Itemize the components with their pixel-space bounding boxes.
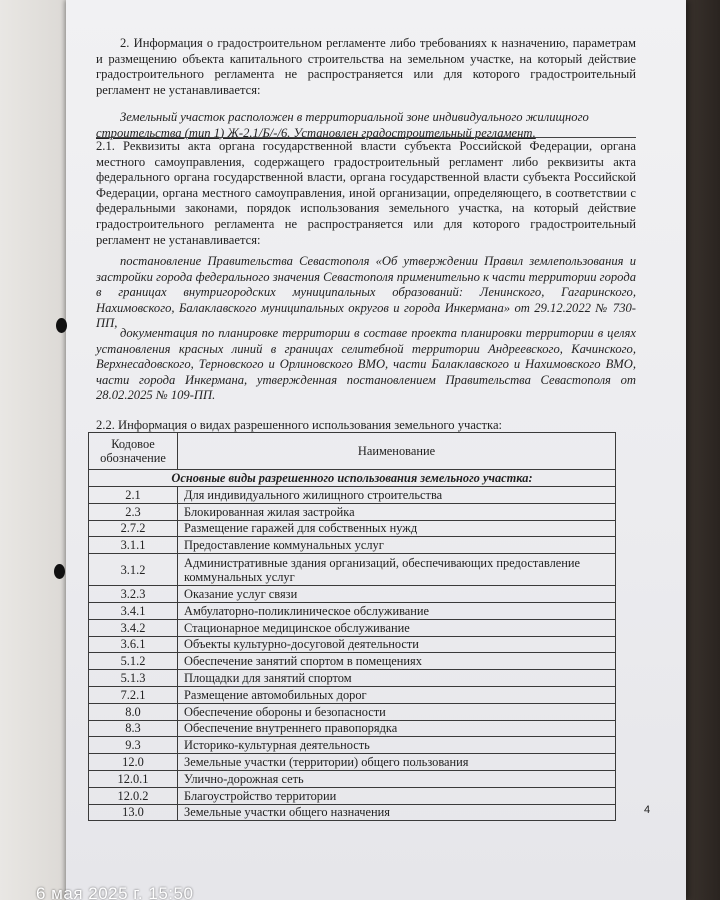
row-name: Административные здания организаций, обеспечивающих предоставление коммунальных услуг <box>178 554 616 586</box>
table-row <box>89 770 616 787</box>
table-row <box>89 653 616 670</box>
row-code: 12.0.1 <box>89 770 178 787</box>
row-name: Для индивидуального жилищного строительства <box>178 487 616 504</box>
header-code: Кодовое обозначение <box>89 433 178 470</box>
zone-line-1: Земельный участок расположен в территориальной зоне индивидуального жилищного <box>120 110 589 124</box>
row-name: Оказание услуг связи <box>178 586 616 603</box>
table-row <box>89 520 616 537</box>
table-row <box>89 586 616 603</box>
row-name: Стационарное медицинское обслуживание <box>178 619 616 636</box>
section-2-1-text: 2.1. Реквизиты акта органа государственной власти субъекта Российской Федерации, органа местного самоуправления, содержащего градостроительный регламент либо реквизиты акта федерального органа государственной власти, органа государственной власти субъекта Российской Федерации, органа местного самоуправления, иной организации, определяющего, в соответствии с федеральными законами, порядок использования земельного участка, на который действие градостроительного регламента не распространяется или для которого градостроительный регламент не устанавливается: <box>96 139 636 247</box>
table-row <box>89 602 616 619</box>
row-code: 7.2.1 <box>89 686 178 703</box>
permitted-uses-table <box>88 432 616 821</box>
zone-line-2: строительства (тип 1) Ж-2.1/Б/-/6. Установлен градостроительный регламент. <box>96 125 536 140</box>
group-title: Основные виды разрешенного использования земельного участка: <box>89 470 616 487</box>
table-row <box>89 554 616 586</box>
row-name: Обеспечение занятий спортом в помещениях <box>178 653 616 670</box>
table-row <box>89 619 616 636</box>
row-name: Блокированная жилая застройка <box>178 503 616 520</box>
row-name: Объекты культурно-досуговой деятельности <box>178 636 616 653</box>
header-name: Наименование <box>178 433 616 470</box>
row-name: Размещение автомобильных дорог <box>178 686 616 703</box>
page-number: 4 <box>644 804 651 816</box>
row-code: 3.1.2 <box>89 554 178 586</box>
row-code: 5.1.3 <box>89 670 178 687</box>
table-row <box>89 487 616 504</box>
row-code: 2.1 <box>89 487 178 504</box>
row-name: Историко-культурная деятельность <box>178 737 616 754</box>
section-2-1 <box>96 137 636 248</box>
document-page <box>66 0 686 900</box>
row-name: Обеспечение обороны и безопасности <box>178 703 616 720</box>
row-name: Благоустройство территории <box>178 787 616 804</box>
section-2-text: 2. Информация о градостроительном регламенте либо требованиях к назначению, параметрам и размещению объекта капитального строительства на земельном участке, на который действие градостроительного регламента не распространяется или для которого градостроительный регламент не устанавливается: <box>96 36 636 97</box>
photo-timestamp: 6 мая 2025 г. 15:50 <box>36 884 194 900</box>
row-code: 3.6.1 <box>89 636 178 653</box>
punch-hole <box>54 564 65 579</box>
row-name: Улично-дорожная сеть <box>178 770 616 787</box>
legal-act-2 <box>96 326 636 404</box>
row-name: Земельные участки (территории) общего пользования <box>178 754 616 771</box>
row-name: Размещение гаражей для собственных нужд <box>178 520 616 537</box>
row-code: 8.0 <box>89 703 178 720</box>
row-code: 3.2.3 <box>89 586 178 603</box>
table-row <box>89 787 616 804</box>
legal-act-2-text: документация по планировке территории в составе проекта планировки территории в целях установления красных линий в границах селитебной территории Андреевского, Качинского, Верхнесадовского, Терновского и Орлиновского ВМО, части Балаклавского и Нахимовского ВМО, части города Инкермана, утвержденная постановлением Правительства Севастополя от 28.02.2025 № 109-ПП. <box>96 326 636 403</box>
legal-act-1-text: постановление Правительства Севастополя «Об утверждении Правил землепользования и застройки города федерального значения Севастополя применительно к части территории города в границах внутригородских муниципальных образований: Ленинского, Гагаринского, Нахимовского, Балаклавского муниципальных округов и города Инкермана» от 29.12.2022 № 730- ПП, <box>96 254 636 331</box>
row-code: 3.1.1 <box>89 537 178 554</box>
row-code: 12.0 <box>89 754 178 771</box>
row-code: 3.4.2 <box>89 619 178 636</box>
table-row <box>89 537 616 554</box>
row-name: Обеспечение внутреннего правопорядка <box>178 720 616 737</box>
table-row <box>89 686 616 703</box>
section-2 <box>96 36 636 98</box>
row-name: Предоставление коммунальных услуг <box>178 537 616 554</box>
section-2-2-title: 2.2. Информация о видах разрешенного использования земельного участка: <box>96 418 503 432</box>
row-name: Площадки для занятий спортом <box>178 670 616 687</box>
group-row <box>89 470 616 487</box>
row-code: 2.3 <box>89 503 178 520</box>
table-row <box>89 703 616 720</box>
row-code: 2.7.2 <box>89 520 178 537</box>
legal-act-1 <box>96 254 636 332</box>
row-name: Амбулаторно-поликлиническое обслуживание <box>178 602 616 619</box>
table-header-row <box>89 433 616 470</box>
row-code: 9.3 <box>89 737 178 754</box>
row-code: 8.3 <box>89 720 178 737</box>
table-row <box>89 636 616 653</box>
punch-hole <box>56 318 67 333</box>
table-row <box>89 670 616 687</box>
table-row <box>89 737 616 754</box>
row-code: 12.0.2 <box>89 787 178 804</box>
table-row <box>89 503 616 520</box>
table-row <box>89 720 616 737</box>
row-code: 3.4.1 <box>89 602 178 619</box>
row-code: 13.0 <box>89 804 178 821</box>
row-name: Земельные участки общего назначения <box>178 804 616 821</box>
row-code: 5.1.2 <box>89 653 178 670</box>
table-row <box>89 804 616 821</box>
table-row <box>89 754 616 771</box>
